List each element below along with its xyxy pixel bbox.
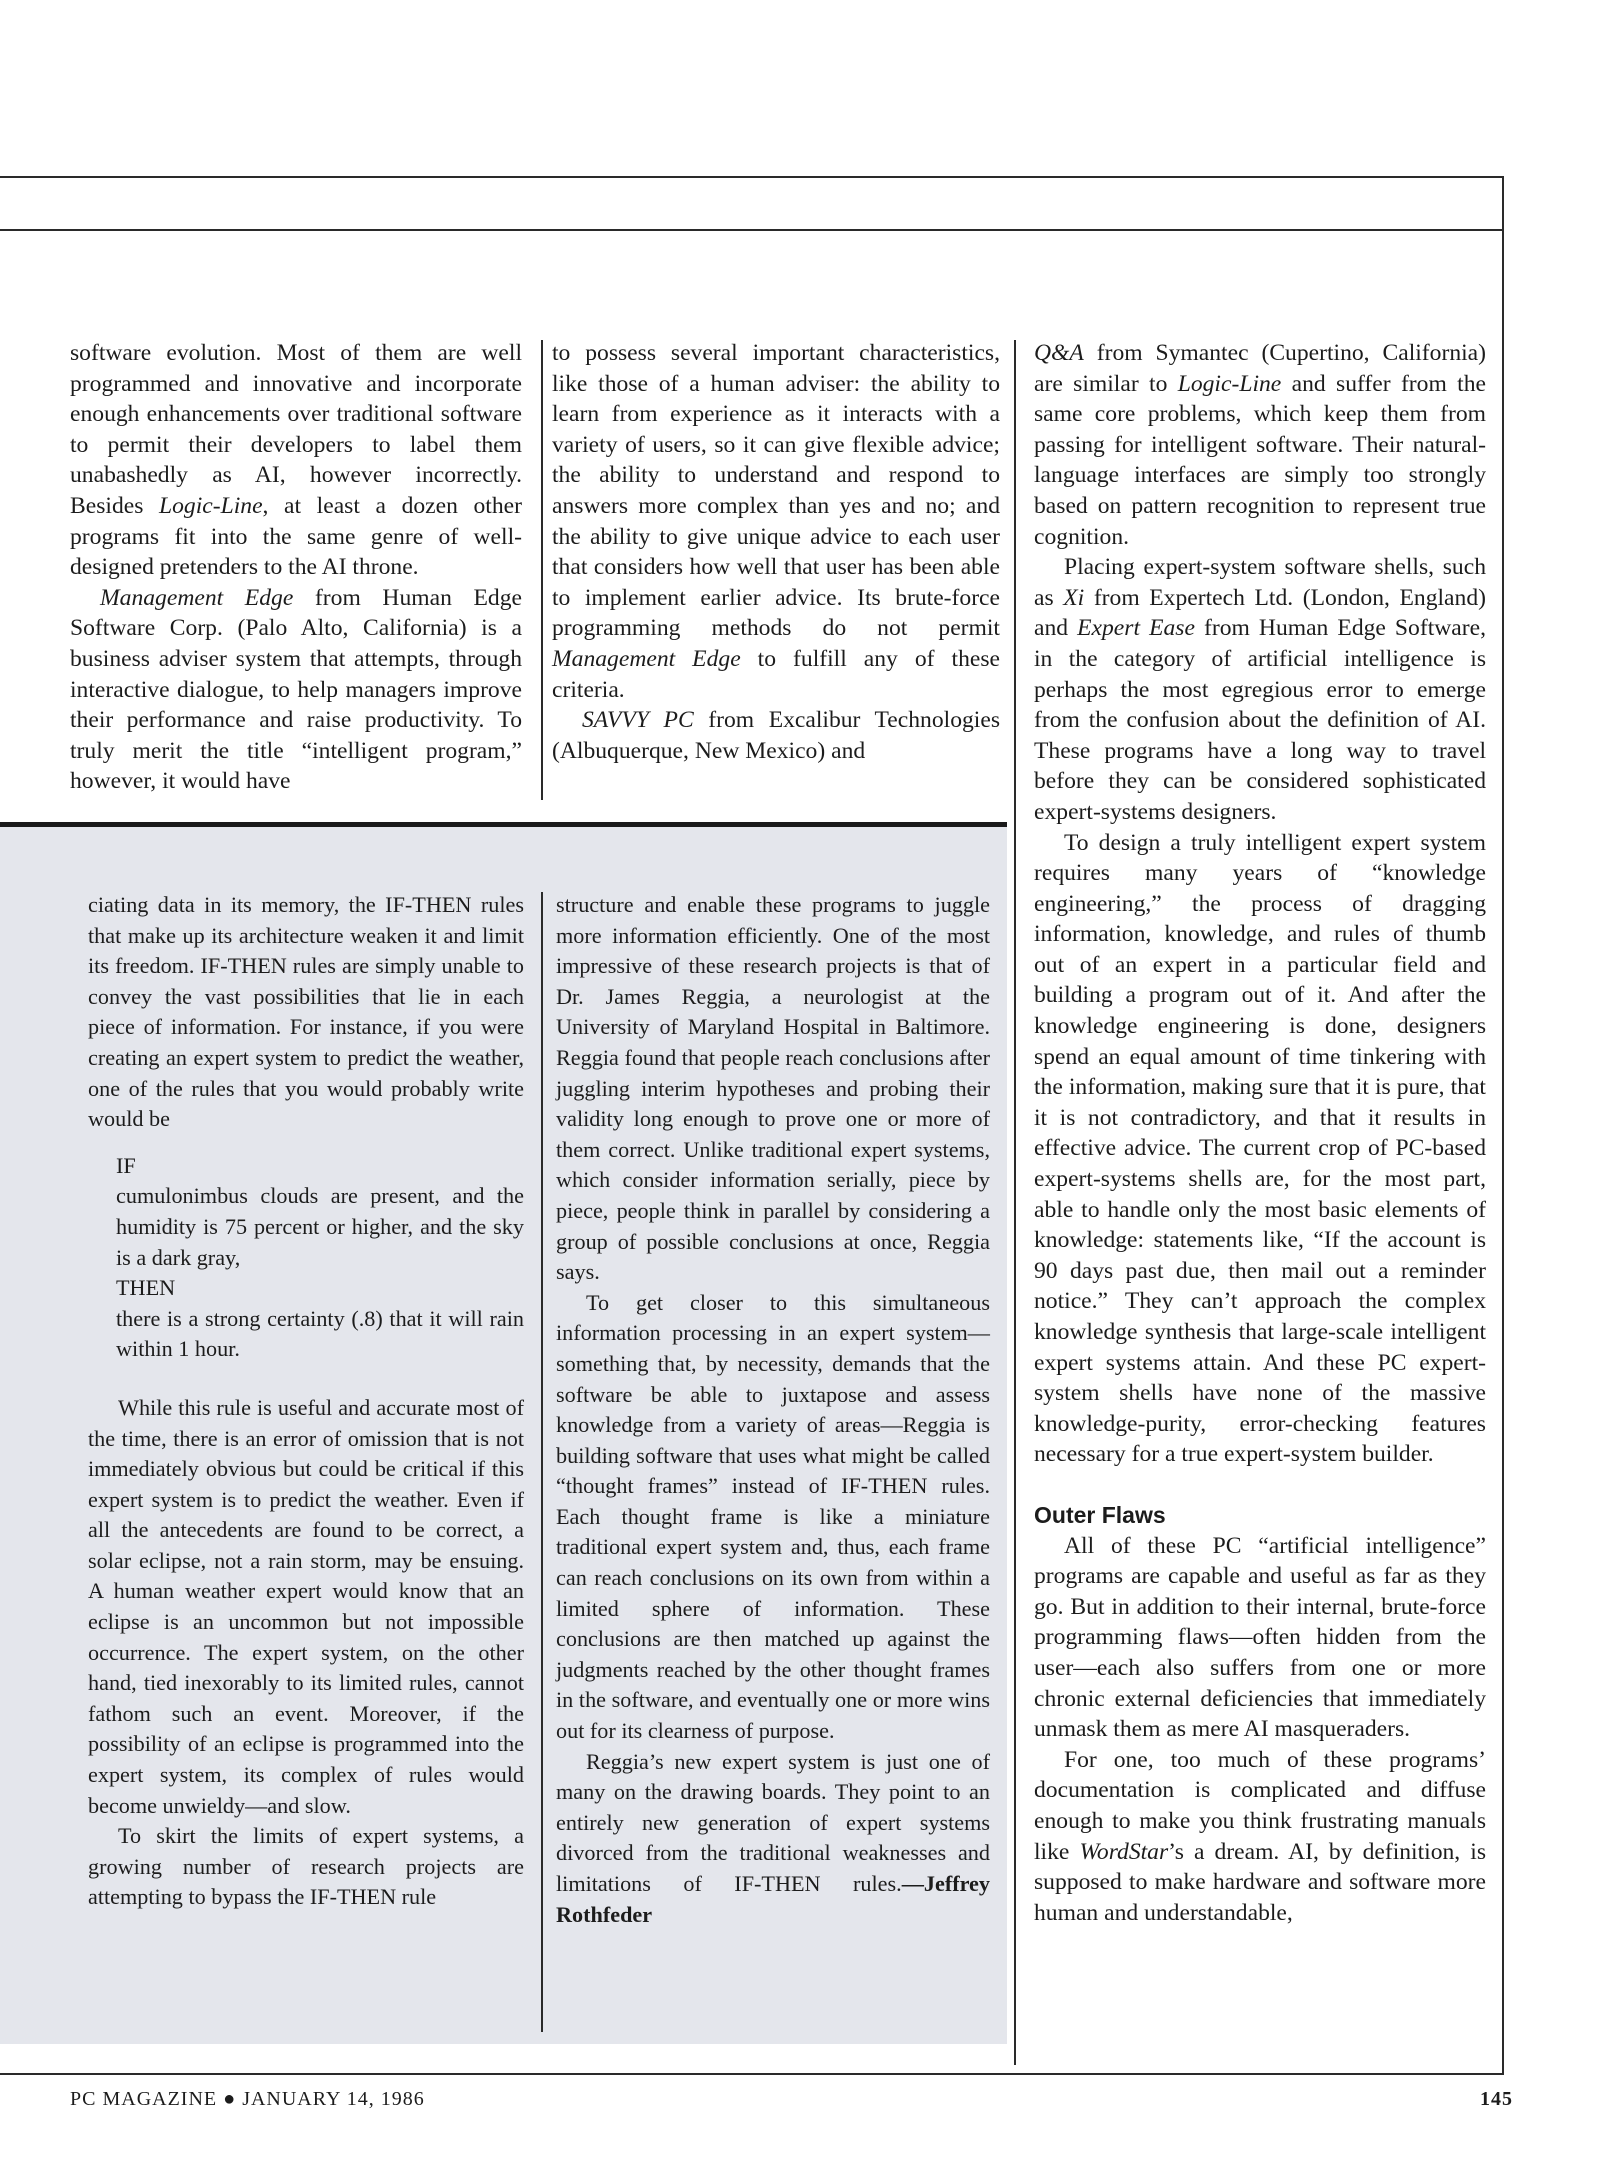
product-title: SAVVY PC <box>582 707 694 734</box>
paragraph: Placing expert-system software shells, such as Xi from Expertech Ltd. (London, England) and Expert Ease from Human Edge Software, in the category of artificial intelligence is perhaps the most egregious error to emerge from the confusion about the definition of AI. These programs have a long way to travel before they can be considered sophisticated expert-systems designers. <box>1034 554 1487 825</box>
product-title: Expert Ease <box>1077 615 1195 642</box>
paragraph: Management Edge from Human Edge Software Corp. (Palo Alto, California) is a business adviser system that attempts, through interactive dialogue, to help managers improve their performance and raise productivity. To truly merit the title “intelligent program,” however, it would have <box>70 584 522 795</box>
paragraph: Q&A from Symantec (Cupertino, California) are similar to Logic-Line and suffer from the same core problems, which keep them from passing for intelligent software. Their natural-language interfaces are simply too strongly based on pattern recognition to represent true cognition. <box>1034 340 1486 550</box>
footer-rule <box>0 2073 1504 2075</box>
paragraph: to possess several important characteristics, like those of a human adviser: the ability to learn from experience as it interacts with a variety of users, so it can give flexible advice; the ability to understand and respond to answers more complex than yes and no; and the ability to give unique advice to each user that considers how well that user has been able to implement earlier advice. Its brute-force programming methods do not permit Management Edge to fulfill any of these criteria. <box>552 340 1000 703</box>
product-title: Xi <box>1063 584 1085 611</box>
rule-condition: cumulonimbus clouds are present, and the humidity is 75 percent or higher, and the sky is a dark gray, <box>116 1183 524 1270</box>
article-column-1 <box>70 338 522 797</box>
paragraph: All of these PC “artificial intelligence” programs are capable and useful as far as they go. But in addition to their internal, brute-force programming flaws—often hidden from the user—each also suffers from one or more chronic external deficiencies that immediately unmask them as mere AI masqueraders. <box>1034 1532 1486 1743</box>
rule-result: there is a strong certainty (.8) that it will rain within 1 hour. <box>116 1305 524 1362</box>
paragraph: ciating data in its memory, the IF-THEN rules that make up its architecture weaken it and limit its freedom. IF-THEN rules are simply unable to convey the vast possibilities that lie in each piece of information. For instance, if you were creating an expert system to predict the weather, one of the rules that you would probably write would be <box>88 892 524 1132</box>
article-column-2 <box>552 338 1000 766</box>
if-then-rule-example <box>88 1151 524 1365</box>
product-title: Management Edge <box>552 645 741 672</box>
sidebar-column-divider <box>541 892 543 2032</box>
paragraph: Reggia’s new expert system is just one of many on the drawing boards. They point to an entirely new generation of expert systems divorced from the traditional weaknesses and limitations of IF-THEN rules.—Jeffrey Rothfeder <box>556 1748 990 1927</box>
product-title: Logic-Line <box>1177 370 1282 397</box>
section-heading: Outer Flaws <box>1034 1501 1166 1528</box>
column-divider-1 <box>541 340 543 800</box>
rule-if-keyword: IF <box>116 1152 136 1178</box>
header-rule-top <box>0 176 1504 178</box>
sidebar-box <box>0 822 1007 2044</box>
product-title: Q&A <box>1034 340 1084 366</box>
paragraph: software evolution. Most of them are well programmed and innovative and incorporate enough enhancements over traditional software to permit their developers to label them unabashedly as AI, however incorrectly. Besides Logic-Line, at least a dozen other programs fit into the same genre of well-designed pretenders to the AI throne. <box>70 340 522 581</box>
column-divider-2 <box>1014 340 1016 2065</box>
rule-then-keyword: THEN <box>116 1275 176 1301</box>
paragraph: While this rule is useful and accurate most of the time, there is an error of omission that is not immediately obvious but could be critical if this expert system is to predict the weather. Even if all the antecedents are found to be correct, a solar eclipse, not a rain storm, may be ensuing. A human weather expert would know that an eclipse is an uncommon but not impossible occurrence. The expert system, on the other hand, tied inexorably to its limited rules, cannot fathom such an event. Moreover, if the possibility of an eclipse is programmed into the expert system, its complex of rules would become unwieldy—and slow. <box>88 1394 524 1818</box>
author-signature: —Jeffrey Rothfeder <box>556 1871 990 1927</box>
product-title: Management Edge <box>100 584 294 611</box>
article-column-3 <box>1034 338 1486 1928</box>
paragraph: To skirt the limits of expert systems, a growing number of research projects are attempting to bypass the IF-THEN rule <box>88 1823 524 1910</box>
sidebar-top-rule <box>0 822 1007 827</box>
page-number: 145 <box>1480 2088 1513 2110</box>
paragraph: structure and enable these programs to juggle more information efficiently. One of the most impressive of these research projects is that of Dr. James Reggia, a neurologist at the University of Maryland Hospital in Baltimore. Reggia found that people reach conclusions after juggling interim hypotheses and probing their validity long enough to prove one or more of them correct. Unlike traditional expert systems, which consider information serially, piece by piece, people think in parallel by considering a group of possible conclusions at once, Reggia says. <box>556 892 990 1285</box>
paragraph: To get closer to this simultaneous information processing in an expert system—something that, by necessity, demands that the software be able to juxtapose and assess knowledge from a variety of areas—Reggia is building software that uses what might be called “thought frames” instead of IF-THEN rules. Each thought frame is like a miniature traditional expert system and, thus, each frame can reach conclusions on its own from within a limited sphere of information. These conclusions are then matched up against the judgments reached by the other thought frames in the software, and eventually one or more wins out for its clearness of purpose. <box>556 1289 990 1744</box>
sidebar-column-2 <box>556 890 990 1930</box>
header-rule-bottom <box>0 229 1504 231</box>
sidebar-column-1 <box>88 890 524 1913</box>
paragraph: For one, too much of these programs’ documentation is complicated and diffuse enough to make you think frustrating manuals like WordStar’s a dream. AI, by definition, is supposed to make hardware and software more human and understandable, <box>1034 1746 1486 1926</box>
product-title: WordStar <box>1079 1838 1169 1865</box>
paragraph: SAVVY PC from Excalibur Technologies (Albuquerque, New Mexico) and <box>552 707 1000 764</box>
header-rule-right <box>1502 176 1504 2074</box>
footer-magazine-date: PC MAGAZINE ● JANUARY 14, 1986 <box>70 2088 425 2110</box>
product-title: Logic-Line <box>159 492 263 519</box>
paragraph: To design a truly intelligent expert system requires many years of “knowledge engineering,” the process of dragging information, knowledge, and rules of thumb out of an expert in a particular field and building a program out of it. And after the knowledge engineering is done, designers spend an equal amount of time tinkering with the information, making sure that it is pure, that it is not contradictory, and that it results in effective advice. The current crop of PC-based expert-systems shells are, for the most part, able to handle only the most basic elements of knowledge: statements like, “If the account is 90 days past due, then mail out a reminder notice.” They can’t approach the complex knowledge synthesis that large-scale intelligent expert systems attain. And these PC expert-system shells have none of the massive knowledge-purity, error-checking features necessary for a true expert-system builder. <box>1034 829 1486 1468</box>
